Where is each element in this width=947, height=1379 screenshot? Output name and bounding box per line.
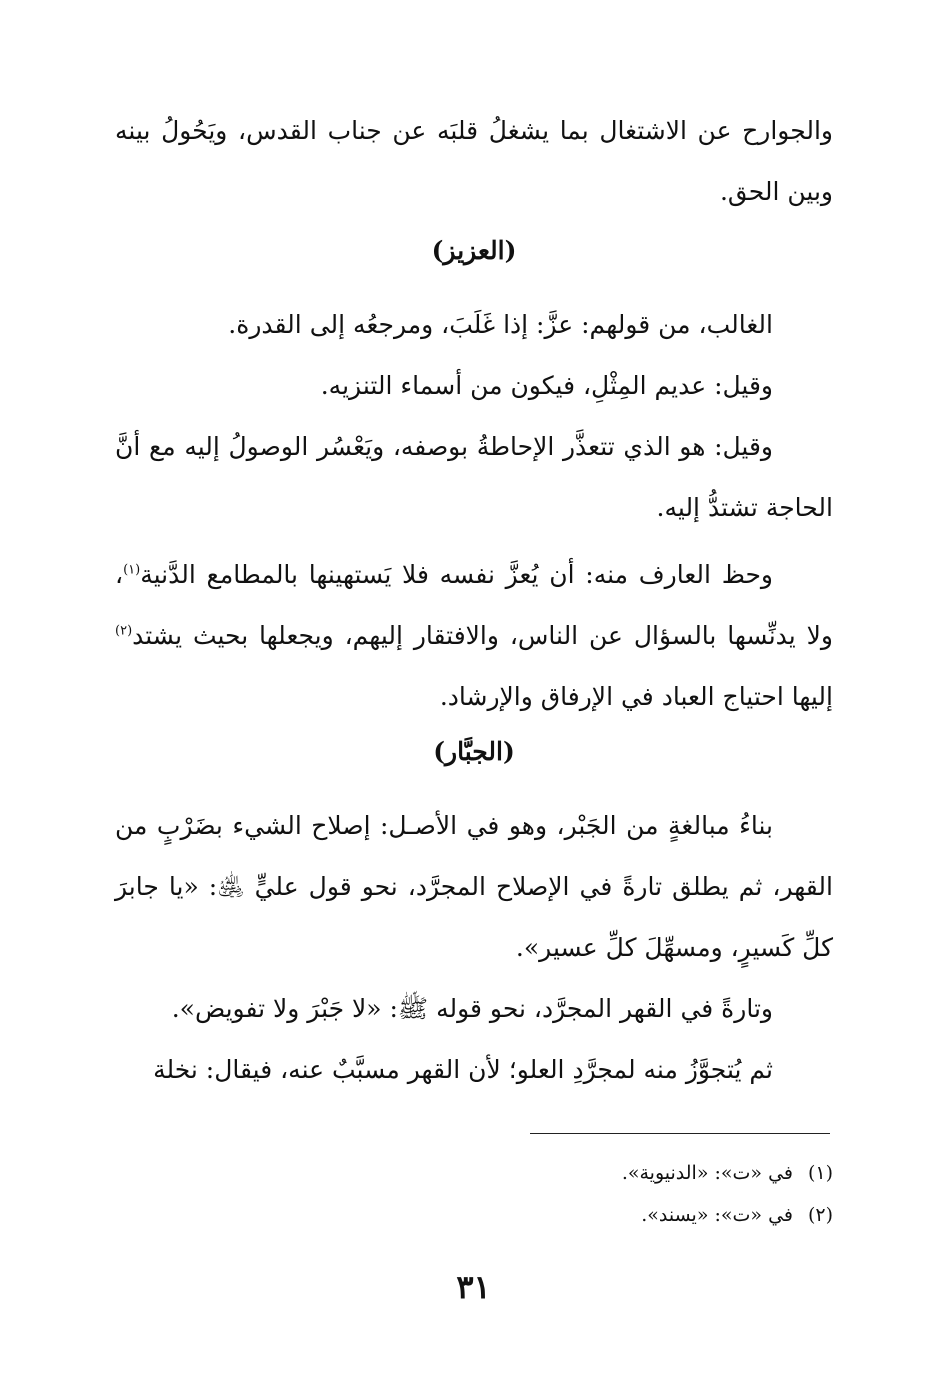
paragraph: الغالب، من قولهم: عزَّ: إذا غَلَبَ، ومرجعُه إلى القدرة.: [228, 310, 773, 339]
paragraph: وتارةً في القهر المجرَّد، نحو قوله ﷺ: «لا جَبْرَ ولا تفويض».: [171, 994, 773, 1023]
paragraph: وقيل: هو الذي تتعذَّر الإحاطةُ بوصفه، ويَعْسُر الوصولُ إليه مع أنَّ الحاجة تشتدُّ إليه.: [115, 432, 833, 522]
paragraph-text: وحظ العارف منه: أن يُعزَّ نفسه فلا يَستهينها بالمطامع الدَّنية: [140, 560, 773, 589]
footnote-divider: [530, 1133, 830, 1134]
footnote: [115, 1194, 833, 1236]
continuation-paragraph: [115, 100, 833, 222]
paragraph: بناءُ مبالغةٍ من الجَبْر، وهو في الأصـل: إصلاح الشيء بضَرْبٍ من القهر، ثم يطلق تارةً في الإصلاح المجرَّد، نحو قول عليٍّ ﵁: «يا جابرَ كلِّ كَسيرٍ، ومسهِّلَ كلِّ عسير».: [115, 811, 833, 962]
section-aziz: [115, 294, 833, 727]
paragraph: ثم يُتجوَّزُ منه لمجرَّدِ العلو؛ لأن القهر مسبَّبٌ عنه، فيقال: نخلة: [153, 1055, 773, 1084]
paragraph: [115, 544, 833, 727]
footnote-ref[interactable]: (١): [123, 562, 141, 578]
section-heading-jabbar: (الجبَّار): [433, 737, 515, 766]
page-number: ٣١: [456, 1268, 491, 1306]
footnote: [115, 1152, 833, 1194]
paragraph-text: إليها احتياج العباد في الإرفاق والإرشاد.: [439, 682, 833, 711]
footnotes: [115, 1152, 833, 1236]
footnote-ref[interactable]: (٢): [115, 623, 133, 639]
footnote-text: في «ت»: «الدنيوية».: [621, 1162, 793, 1184]
section-heading-aziz: (العزيز): [431, 236, 517, 265]
paragraph-text: ، ولا يدنِّسها بالسؤال عن الناس، والافتقار إليهم، ويجعلها بحيث يشتد: [115, 560, 833, 650]
footnote-number: (٢): [807, 1204, 833, 1226]
section-jabbar: [115, 795, 833, 1100]
footnote-number: (١): [807, 1162, 833, 1184]
paragraph: والجوارح عن الاشتغال بما يشغلُ قلبَه عن جناب القدس، ويَحُولُ بينه وبين الحق.: [115, 116, 833, 206]
paragraph: وقيل: عديم المِثْلِ، فيكون من أسماء التنزيه.: [320, 371, 773, 400]
footnote-text: في «ت»: «يسند».: [641, 1204, 793, 1226]
